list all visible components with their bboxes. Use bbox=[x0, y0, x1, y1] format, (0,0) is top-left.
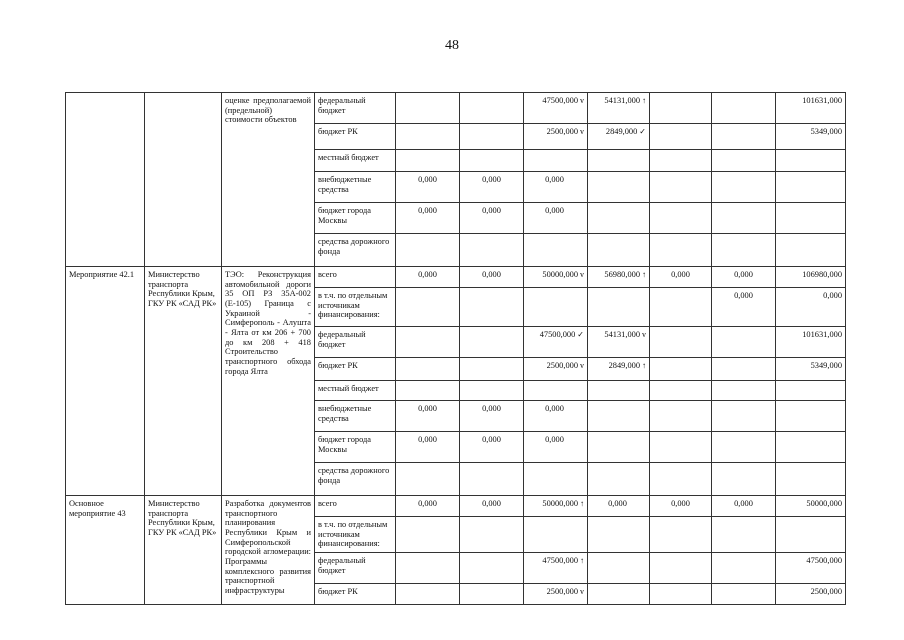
value-text: 0,000 bbox=[545, 175, 564, 184]
funding-source: средства дорожного фонда bbox=[315, 463, 396, 496]
value-text: 47500,000 bbox=[542, 555, 578, 565]
value-cell bbox=[588, 517, 650, 553]
funding-source: средства дорожного фонда bbox=[315, 234, 396, 267]
value-cell bbox=[396, 583, 460, 604]
value-cell bbox=[650, 150, 712, 172]
value-cell bbox=[712, 172, 776, 203]
table-row bbox=[66, 267, 846, 288]
value-cell bbox=[524, 172, 588, 203]
activity-cell bbox=[66, 93, 145, 267]
value-cell bbox=[650, 381, 712, 401]
value-cell bbox=[650, 432, 712, 463]
funding-source: федеральный бюджет bbox=[315, 93, 396, 124]
value-cell: 0,000 bbox=[396, 432, 460, 463]
value-cell bbox=[712, 124, 776, 150]
value-cell bbox=[588, 288, 650, 327]
value-cell bbox=[524, 234, 588, 267]
value-cell: 0,000 bbox=[396, 401, 460, 432]
value-cell bbox=[650, 288, 712, 327]
value-cell bbox=[588, 552, 650, 583]
value-cell bbox=[524, 150, 588, 172]
value-text: 50000,000 bbox=[542, 499, 578, 508]
value-cell bbox=[776, 517, 846, 553]
value-cell: 0,000 bbox=[396, 267, 460, 288]
value-text: 47500,000 bbox=[539, 330, 576, 339]
check-mark: ↑ bbox=[642, 361, 646, 370]
value-cell bbox=[524, 517, 588, 553]
value-cell bbox=[712, 327, 776, 358]
value-cell: 0,000 bbox=[396, 203, 460, 234]
check-mark: v bbox=[580, 127, 584, 136]
executor-cell: Министерство транспорта Республики Крым, ГКУ РК «САД РК» bbox=[145, 267, 222, 496]
value-cell bbox=[396, 150, 460, 172]
description-cell: ТЭО: Реконструкция автомобильной дороги 35 ОП РЗ 35А-002 (Е-105) Граница с Украиной - Симферополь - Алушта - Ялта от км 206 + 700 до км 208 + 418 Строительство транспортного обхода города Ялта bbox=[222, 267, 315, 496]
executor-cell: Министерство транспорта Республики Крым, ГКУ РК «САД РК» bbox=[145, 496, 222, 605]
value-cell: 106980,000 bbox=[776, 267, 846, 288]
value-cell bbox=[524, 267, 588, 288]
value-text: 0,000 bbox=[545, 404, 564, 413]
value-cell bbox=[712, 93, 776, 124]
value-cell bbox=[396, 234, 460, 267]
value-cell: 0,000 bbox=[396, 172, 460, 203]
value-cell: 101631,000 bbox=[776, 93, 846, 124]
funding-source: внебюджетные средства bbox=[315, 401, 396, 432]
value-cell bbox=[650, 124, 712, 150]
value-cell bbox=[776, 432, 846, 463]
value-text: 0,000 bbox=[545, 435, 564, 444]
funding-source: в т.ч. по отдельным источникам финансирования: bbox=[315, 517, 396, 553]
budget-table bbox=[65, 92, 846, 605]
value-text: 2849,000 bbox=[605, 127, 638, 136]
value-cell bbox=[396, 327, 460, 358]
value-cell bbox=[396, 463, 460, 496]
value-text: 2500,000 bbox=[546, 361, 578, 370]
value-cell: 0,000 bbox=[396, 496, 460, 517]
value-cell bbox=[712, 234, 776, 267]
activity-cell: Основное мероприятие 43 bbox=[66, 496, 145, 605]
value-cell bbox=[712, 203, 776, 234]
value-cell bbox=[460, 288, 524, 327]
value-cell: 0,000 bbox=[712, 496, 776, 517]
value-cell bbox=[524, 583, 588, 604]
value-cell bbox=[588, 172, 650, 203]
value-cell bbox=[524, 401, 588, 432]
value-cell bbox=[524, 463, 588, 496]
value-cell bbox=[588, 150, 650, 172]
value-cell bbox=[776, 463, 846, 496]
value-cell bbox=[588, 432, 650, 463]
value-cell bbox=[588, 93, 650, 124]
value-cell bbox=[524, 358, 588, 381]
value-cell bbox=[524, 327, 588, 358]
value-cell: 0,000 bbox=[460, 401, 524, 432]
value-cell: 0,000 bbox=[650, 267, 712, 288]
value-cell bbox=[524, 496, 588, 517]
value-cell bbox=[588, 358, 650, 381]
value-cell bbox=[712, 583, 776, 604]
table-row bbox=[66, 496, 846, 517]
value-cell bbox=[460, 124, 524, 150]
value-cell: 5349,000 bbox=[776, 358, 846, 381]
value-cell bbox=[776, 203, 846, 234]
value-cell bbox=[460, 234, 524, 267]
value-cell bbox=[524, 203, 588, 234]
funding-source: федеральный бюджет bbox=[315, 327, 396, 358]
value-cell bbox=[712, 517, 776, 553]
value-cell bbox=[650, 401, 712, 432]
executor-cell bbox=[145, 93, 222, 267]
value-text: 54131,000 bbox=[604, 330, 640, 339]
value-cell bbox=[588, 463, 650, 496]
value-cell bbox=[650, 463, 712, 496]
value-cell bbox=[588, 124, 650, 150]
value-cell bbox=[650, 517, 712, 553]
value-cell: 0,000 bbox=[712, 288, 776, 327]
value-cell bbox=[588, 381, 650, 401]
value-cell: 0,000 bbox=[712, 267, 776, 288]
value-text: 56980,000 bbox=[604, 270, 640, 279]
value-cell bbox=[460, 583, 524, 604]
value-cell bbox=[396, 124, 460, 150]
check-mark: ↑ bbox=[580, 499, 584, 508]
value-cell bbox=[524, 552, 588, 583]
page-number: 48 bbox=[445, 38, 459, 53]
value-cell bbox=[588, 234, 650, 267]
value-text: 2500,000 bbox=[546, 127, 578, 136]
value-cell: 0,000 bbox=[650, 496, 712, 517]
value-cell bbox=[650, 172, 712, 203]
funding-source: местный бюджет bbox=[315, 381, 396, 401]
value-cell bbox=[650, 234, 712, 267]
value-cell bbox=[524, 432, 588, 463]
value-cell bbox=[650, 203, 712, 234]
value-cell bbox=[460, 327, 524, 358]
value-cell bbox=[712, 401, 776, 432]
funding-source: местный бюджет bbox=[315, 150, 396, 172]
value-cell bbox=[588, 327, 650, 358]
value-cell: 0,000 bbox=[460, 203, 524, 234]
check-mark: ✓ bbox=[577, 330, 584, 339]
check-mark: ↑ bbox=[642, 270, 646, 279]
table-row bbox=[66, 93, 846, 124]
value-cell bbox=[396, 552, 460, 583]
value-cell bbox=[588, 401, 650, 432]
value-cell bbox=[524, 288, 588, 327]
value-cell bbox=[460, 150, 524, 172]
value-cell bbox=[524, 381, 588, 401]
value-cell bbox=[524, 124, 588, 150]
value-cell: 0,000 bbox=[460, 267, 524, 288]
value-cell bbox=[396, 517, 460, 553]
value-cell bbox=[460, 381, 524, 401]
funding-source: всего bbox=[315, 267, 396, 288]
value-cell bbox=[650, 552, 712, 583]
value-cell bbox=[776, 401, 846, 432]
value-cell bbox=[396, 288, 460, 327]
funding-source: бюджет РК bbox=[315, 583, 396, 604]
check-mark: ✓ bbox=[639, 127, 646, 136]
value-text: 0,000 bbox=[545, 206, 564, 215]
value-cell: 5349,000 bbox=[776, 124, 846, 150]
value-cell bbox=[588, 496, 650, 517]
check-mark: v bbox=[580, 270, 584, 279]
value-cell bbox=[712, 552, 776, 583]
value-text: 54131,000 bbox=[604, 96, 640, 105]
check-mark: ↑ bbox=[642, 96, 646, 105]
description-cell: Разработка документов транспортного планирования Республики Крым и Симферопольской городской агломерации: Программы комплексного развития транспортной инфраструктуры bbox=[222, 496, 315, 605]
value-cell bbox=[588, 267, 650, 288]
value-cell bbox=[396, 93, 460, 124]
description-cell: оценке предполагаемой (предельной) стоимости объектов bbox=[222, 93, 315, 267]
value-cell bbox=[460, 463, 524, 496]
value-cell: 0,000 bbox=[460, 496, 524, 517]
value-cell: 50000,000 bbox=[776, 496, 846, 517]
value-cell bbox=[396, 381, 460, 401]
value-cell: 47500,000 bbox=[776, 552, 846, 583]
value-cell bbox=[776, 150, 846, 172]
value-cell bbox=[712, 358, 776, 381]
check-mark: v bbox=[580, 586, 584, 596]
check-mark: v bbox=[642, 330, 646, 339]
value-cell bbox=[712, 463, 776, 496]
value-cell bbox=[776, 172, 846, 203]
value-cell bbox=[460, 517, 524, 553]
value-cell: 2500,000 bbox=[776, 583, 846, 604]
value-text: 0,000 bbox=[608, 499, 627, 508]
value-cell bbox=[588, 583, 650, 604]
funding-source: бюджет РК bbox=[315, 358, 396, 381]
funding-source: федеральный бюджет bbox=[315, 552, 396, 583]
value-cell: 101631,000 bbox=[776, 327, 846, 358]
value-cell bbox=[460, 93, 524, 124]
value-cell: 0,000 bbox=[460, 172, 524, 203]
value-cell bbox=[588, 203, 650, 234]
value-text: 2500,000 bbox=[546, 586, 578, 596]
check-mark: v bbox=[580, 361, 584, 370]
funding-source: бюджет города Москвы bbox=[315, 203, 396, 234]
check-mark: v bbox=[580, 96, 584, 105]
value-cell bbox=[650, 583, 712, 604]
value-text: 47500,000 bbox=[542, 96, 578, 105]
value-cell: 0,000 bbox=[776, 288, 846, 327]
value-cell bbox=[776, 234, 846, 267]
value-cell bbox=[396, 358, 460, 381]
value-cell: 0,000 bbox=[460, 432, 524, 463]
value-text: 2849,000 bbox=[608, 361, 640, 370]
value-cell bbox=[460, 552, 524, 583]
value-cell bbox=[650, 93, 712, 124]
value-cell bbox=[776, 381, 846, 401]
activity-cell: Мероприятие 42.1 bbox=[66, 267, 145, 496]
funding-source: всего bbox=[315, 496, 396, 517]
funding-source: бюджет города Москвы bbox=[315, 432, 396, 463]
value-cell bbox=[712, 432, 776, 463]
value-cell bbox=[524, 93, 588, 124]
value-cell bbox=[712, 381, 776, 401]
value-text: 50000,000 bbox=[542, 270, 578, 279]
funding-source: внебюджетные средства bbox=[315, 172, 396, 203]
value-cell bbox=[460, 358, 524, 381]
funding-source: бюджет РК bbox=[315, 124, 396, 150]
funding-source: в т.ч. по отдельным источникам финансирования: bbox=[315, 288, 396, 327]
value-cell bbox=[650, 327, 712, 358]
check-mark: ↑ bbox=[580, 555, 584, 565]
value-cell bbox=[650, 358, 712, 381]
value-cell bbox=[712, 150, 776, 172]
